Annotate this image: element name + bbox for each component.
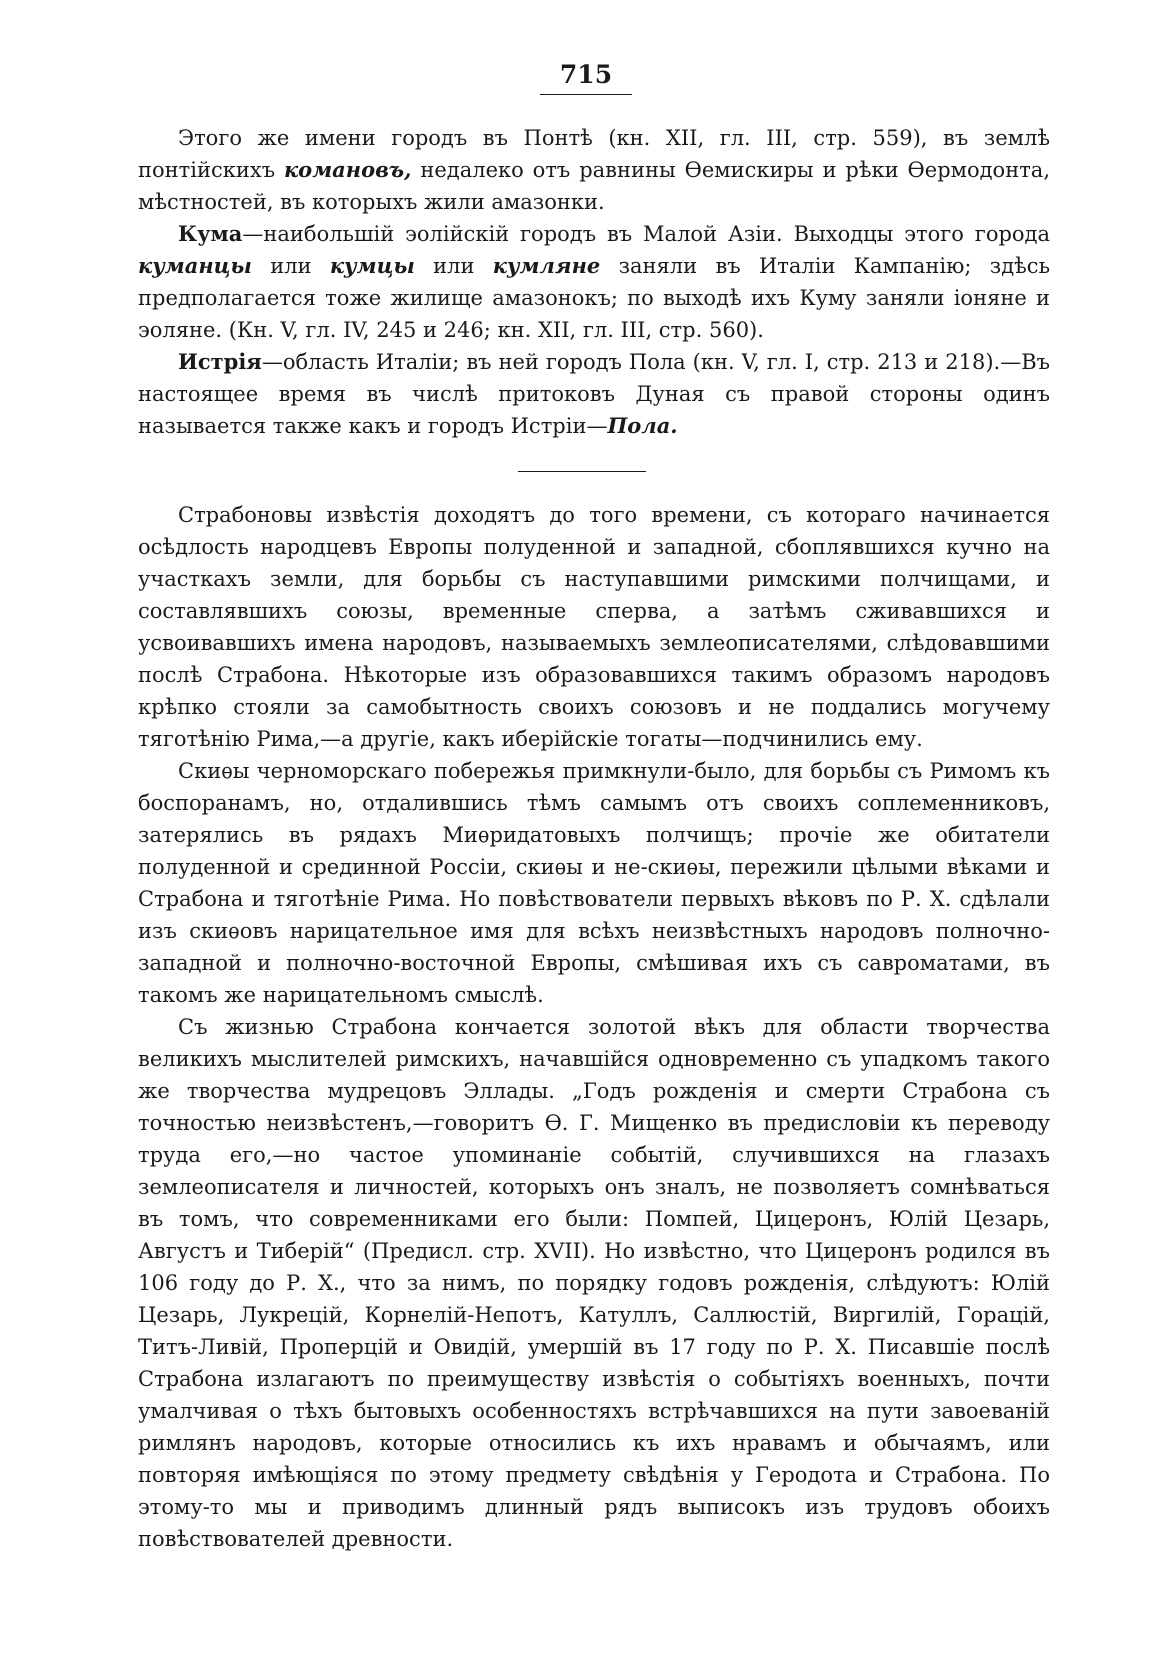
page-number: 715 (559, 60, 613, 89)
entry-text: —область Италіи; въ ней городъ Пола (кн. V, гл. I, стр. 213 и 218).—Въ настоящее время въ числѣ притоковъ Дуная съ правой стороны одинъ называется также какъ и городъ Истріи— (138, 350, 1050, 438)
main-text-section (138, 499, 1050, 1555)
entry-text: заняли въ Италіи Кампанію; здѣсь предполагается тоже жилище амазонокъ; по выходѣ ихъ Куму заняли іоняне и эоляне. (Кн. V, гл. IV, 245 и 246; кн. XII, гл. III, стр. 560). (138, 254, 1050, 342)
entry-heading: Истрія (178, 349, 262, 374)
entry-text: недалеко отъ равнины Ѳемискиры и рѣки Ѳермодонта, мѣстностей, въ которыхъ жили амазонки. (138, 158, 1051, 214)
glossary-section (138, 122, 1050, 442)
body-paragraph: Скиѳы черноморскаго побережья примкнули-было, для борьбы съ Римомъ къ боспоранамъ, но, отдалившись тѣмъ самымъ отъ своихъ соплеменниковъ, затерялись въ рядахъ Миѳридатовыхъ полчищъ; прочіе же обитатели полуденной и срединной Россіи, скиѳы и не-скиѳы, пережили цѣлыми вѣками и Страбона и тяготѣніе Рима. Но повѣствователи первыхъ вѣковъ по Р. Х. сдѣлали изъ скиѳовъ нарицательное имя для всѣхъ неизвѣстныхъ народовъ полночно-западной и полночно-восточной Европы, смѣшивая ихъ съ савроматами, въ такомъ же нарицательномъ смыслѣ. (138, 759, 1050, 1007)
emphasized-term: кумцы (329, 253, 415, 278)
body-paragraph: Страбоновы извѣстія доходятъ до того времени, съ котораго начинается осѣдлость народцевъ Европы полуденной и западной, сбоплявшихся кучно на участкахъ земли, для борьбы съ наступавшими римскими полчищами, и составлявшихъ союзы, временные сперва, а затѣмъ сживавшихся и усвоивавшихъ имена народовъ, называемыхъ землеописателями, слѣдовавшими послѣ Страбона. Нѣкоторые изъ образовавшихся такимъ образомъ народовъ крѣпко стояли за самобытность своихъ союзовъ и не поддались могучему тяготѣнію Рима,—а другіе, какъ иберійскіе тогаты—подчинились ему. (138, 503, 1050, 751)
entry-text: —наибольшій эолійскій городъ въ Малой Азіи. Выходцы этого города (242, 222, 1050, 246)
entry-heading: Кума (178, 221, 243, 246)
emphasized-term: комановъ, (283, 157, 412, 182)
emphasized-term: Пола. (607, 413, 678, 438)
glossary-entry-pontus-city (138, 122, 1050, 218)
page-number-underline (540, 94, 632, 95)
section-divider (518, 471, 646, 472)
entry-text: Этого же имени городъ въ Понтѣ (кн. XII, гл. III, стр. 559), въ землѣ понтійскихъ (138, 126, 1050, 182)
entry-text: или (414, 254, 493, 278)
entry-text: или (251, 254, 330, 278)
glossary-entry-kuma (138, 218, 1050, 346)
emphasized-term: кумляне (492, 253, 601, 278)
glossary-entry-istria (138, 346, 1050, 442)
emphasized-term: куманцы (138, 253, 252, 278)
body-paragraph: Съ жизнью Страбона кончается золотой вѣкъ для области творчества великихъ мыслителей римскихъ, начавшійся одновременно съ упадкомъ такого же творчества мудрецовъ Эллады. „Годъ рожденія и смерти Страбона съ точностью неизвѣстенъ,—говоритъ Ѳ. Г. Мищенко въ предисловіи къ переводу труда его,—но частое упоминаніе событій, случившихся на глазахъ землеописателя и личностей, которыхъ онъ зналъ, не позволяетъ сомнѣваться въ томъ, что современниками его были: Помпей, Цицеронъ, Юлій Цезарь, Августъ и Тиберій“ (Предисл. стр. XVII). Но извѣстно, что Цицеронъ родился въ 106 году до Р. Х., что за нимъ, по порядку годовъ рожденія, слѣдуютъ: Юлій Цезарь, Лукрецій, Корнелій-Непотъ, Катуллъ, Саллюстій, Виргилій, Горацій, Титъ-Ливій, Проперцій и Овидій, умершій въ 17 году по Р. Х. Писавшіе послѣ Страбона излагаютъ по преимуществу извѣстія о событіяхъ военныхъ, почти умалчивая о тѣхъ бытовыхъ особенностяхъ встрѣчавшихся на пути завоеваній римлянъ народовъ, которые относились къ ихъ нравамъ и обычаямъ, или повторяя имѣющіяся по этому предмету свѣдѣнія у Геродота и Страбона. По этому-то мы и приводимъ длинный рядъ выписокъ изъ трудовъ обоихъ повѣствователей древности. (138, 1015, 1050, 1551)
